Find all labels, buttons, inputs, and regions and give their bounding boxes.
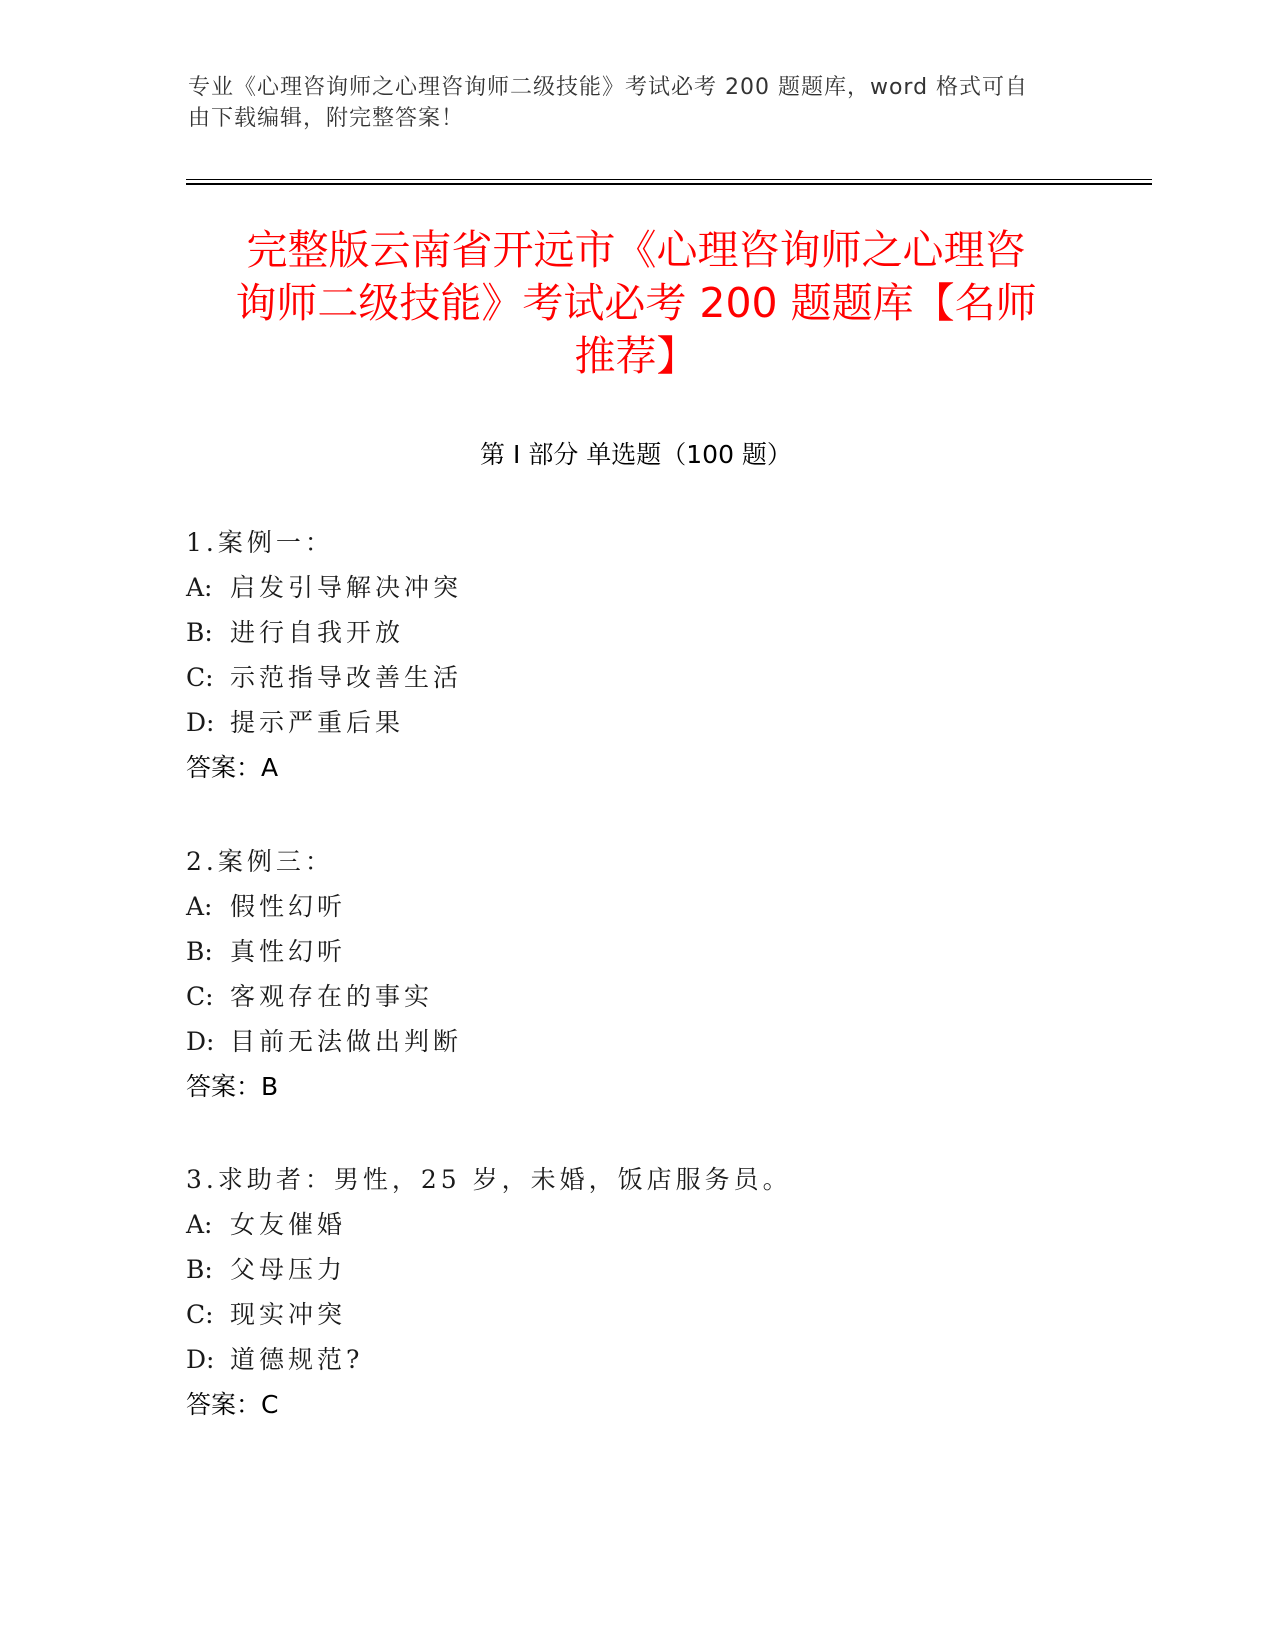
question-stem: 3.求助者：男性，25 岁，未婚，饭店服务员。 <box>186 1165 792 1194</box>
title-line-3: 推荐】 <box>574 332 698 380</box>
option-text: 真性幻听 <box>230 937 347 966</box>
question-3 <box>186 1157 1086 1427</box>
title-line-2: 询师二级技能》考试必考 200 题题库【名师 <box>235 279 1037 327</box>
option-key: B: <box>186 937 213 966</box>
option-a <box>186 1202 1086 1247</box>
question-1 <box>186 520 1086 790</box>
option-key: A: <box>186 573 213 602</box>
option-a <box>186 884 1086 929</box>
option-text: 提示严重后果 <box>230 708 405 737</box>
option-key: A: <box>186 892 213 921</box>
section-heading: 第 I 部分 单选题（100 题） <box>480 440 792 469</box>
option-text: 客观存在的事实 <box>230 982 434 1011</box>
intro-line-1: 专业《心理咨询师之心理咨询师二级技能》考试必考 200 题题库，word 格式可自 <box>188 75 1029 100</box>
option-text: 启发引导解决冲突 <box>230 573 463 602</box>
option-text: 假性幻听 <box>230 892 347 921</box>
option-key: A: <box>186 1210 213 1239</box>
option-text: 示范指导改善生活 <box>230 663 463 692</box>
option-d <box>186 1019 1086 1064</box>
option-d <box>186 1337 1086 1382</box>
option-key: C: <box>186 663 214 692</box>
option-key: D: <box>186 1027 215 1056</box>
option-text: 目前无法做出判断 <box>230 1027 463 1056</box>
option-d <box>186 700 1086 745</box>
header-rule-thin <box>186 179 1152 180</box>
answer-line: 答案：B <box>186 1072 279 1101</box>
option-a <box>186 565 1086 610</box>
header-rule-thick <box>186 183 1152 185</box>
option-b <box>186 610 1086 655</box>
answer-line: 答案：A <box>186 753 279 782</box>
option-key: D: <box>186 1345 215 1374</box>
intro-line-2: 由下载编辑，附完整答案！ <box>188 106 465 131</box>
option-text: 道德规范? <box>230 1345 364 1374</box>
option-key: C: <box>186 982 214 1011</box>
option-text: 进行自我开放 <box>230 618 405 647</box>
option-text: 父母压力 <box>230 1255 347 1284</box>
intro-text <box>188 72 1068 134</box>
option-text: 现实冲突 <box>230 1300 347 1329</box>
option-key: C: <box>186 1300 214 1329</box>
question-2 <box>186 839 1086 1109</box>
option-key: D: <box>186 708 215 737</box>
option-b <box>186 929 1086 974</box>
option-text: 女友催婚 <box>230 1210 347 1239</box>
title-line-1: 完整版云南省开远市《心理咨询师之心理咨 <box>246 226 1026 274</box>
document-title <box>186 224 1086 383</box>
option-c <box>186 655 1086 700</box>
option-key: B: <box>186 1255 213 1284</box>
option-b <box>186 1247 1086 1292</box>
answer-line: 答案：C <box>186 1390 279 1419</box>
option-c <box>186 1292 1086 1337</box>
question-stem: 1.案例一： <box>186 528 334 557</box>
question-stem: 2.案例三： <box>186 847 334 876</box>
option-key: B: <box>186 618 213 647</box>
option-c <box>186 974 1086 1019</box>
